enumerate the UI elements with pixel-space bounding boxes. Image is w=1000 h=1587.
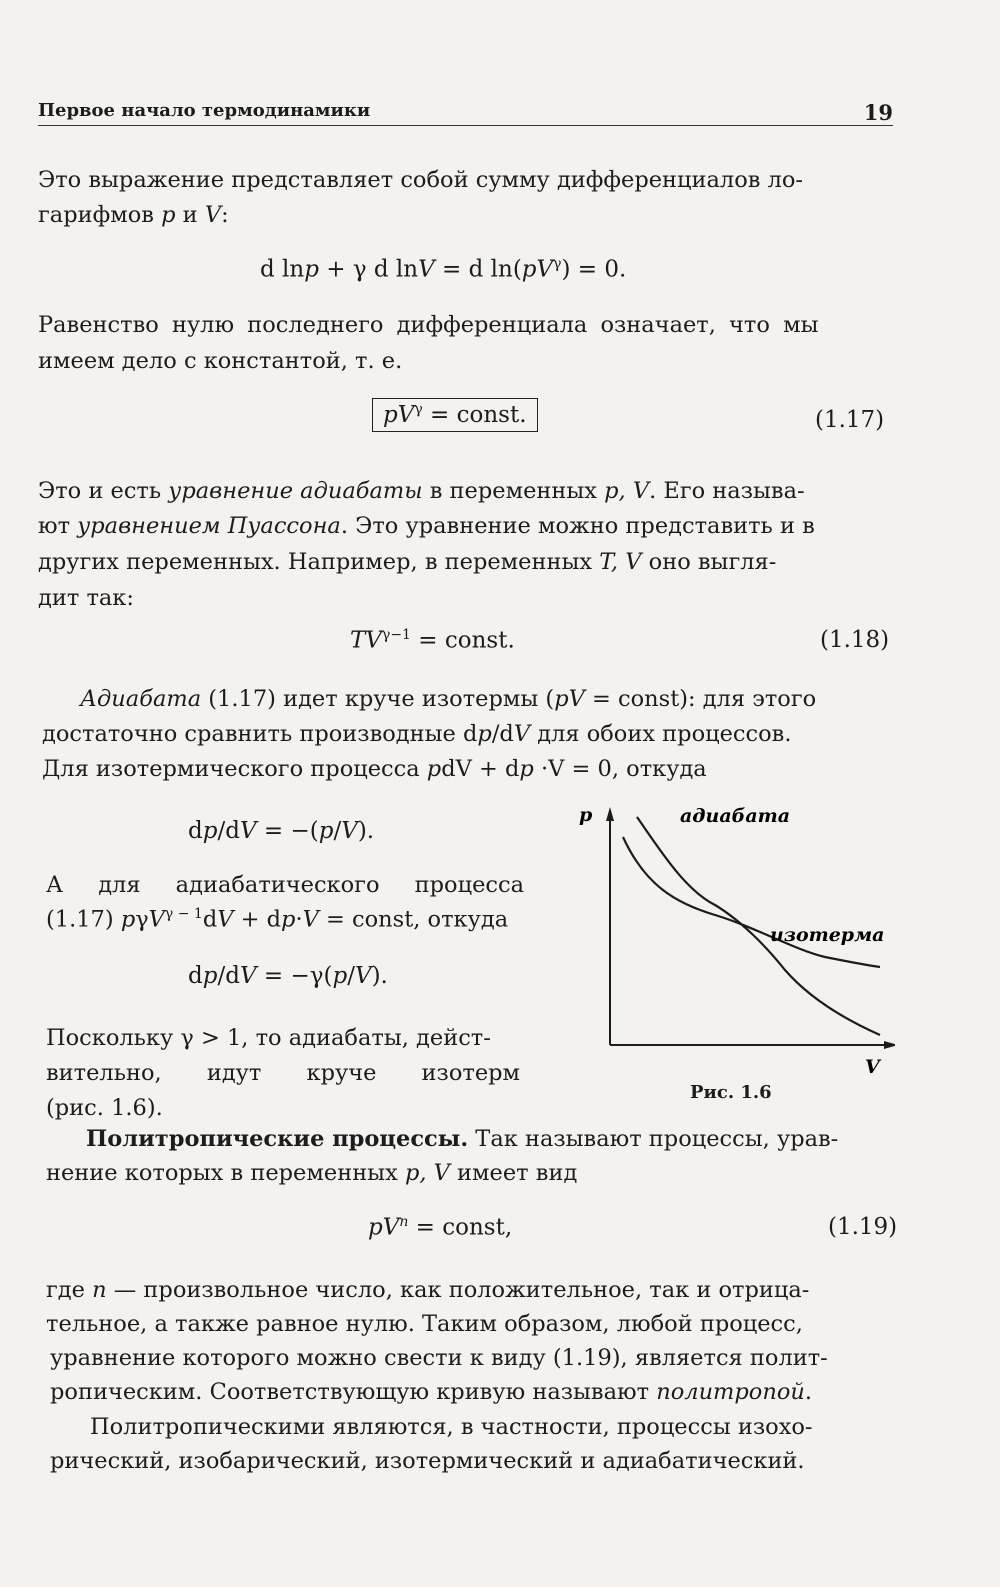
p2-line1: Равенство нулю последнего дифференциала означает, что мы <box>38 312 819 338</box>
equation-isotherm-derivative: dp/dV = −(p/V). <box>188 818 375 844</box>
p6-line3: (рис. 1.6). <box>46 1095 163 1121</box>
p4-line1: Адиабата (1.17) идет круче изотермы (pV = const): для этого <box>80 686 817 712</box>
axis-label-p: p <box>579 804 593 826</box>
p8-line1: где n — произвольное число, как положительное, так и отрица- <box>46 1277 810 1303</box>
p2-line2: имеем дело с константой, т. е. <box>38 348 403 374</box>
p9-line1: Политропическими являются, в частности, процессы изохо- <box>90 1414 813 1440</box>
p8-line4: ропическим. Соответствующую кривую называют политропой. <box>50 1379 813 1405</box>
p3-line3: других переменных. Например, в переменных T, V оно выгля- <box>38 549 777 575</box>
p8-line2: тельное, а также равное нулю. Таким образом, любой процесс, <box>46 1311 803 1337</box>
p7-line1: Политропические процессы. Так называют процессы, урав- <box>86 1126 839 1152</box>
figure-caption: Рис. 1.6 <box>690 1082 772 1103</box>
p3-line4: дит так: <box>38 585 134 611</box>
p4-line3: Для изотермического процесса pdV + dp ·V = 0, откуда <box>42 756 707 782</box>
equation-number-1-19: (1.19) <box>828 1214 898 1240</box>
header-title: Первое начало термодинамики <box>38 100 371 121</box>
p6-line1: Поскольку γ > 1, то адиабаты, дейст- <box>46 1025 491 1051</box>
equation-number-1-17: (1.17) <box>815 407 885 433</box>
p4-line2: достаточно сравнить производные dp/dV для обоих процессов. <box>42 721 792 747</box>
p8-line3: уравнение которого можно свести к виду (1.19), является полит- <box>50 1345 828 1371</box>
equation-number-1-18: (1.18) <box>820 627 890 653</box>
equation-1-17: $pV^\gamma$ = const. <box>372 401 538 428</box>
p6-line2: вительно, идут круче изотерм <box>46 1060 521 1086</box>
p1-line2: гарифмов p и V: <box>38 202 229 228</box>
isotherm-curve <box>623 837 880 967</box>
y-axis-arrow <box>606 807 614 821</box>
p5-line1: А для адиабатического процесса <box>46 872 525 898</box>
p3-line1: Это и есть уравнение адиабаты в переменных p, V. Его называ- <box>38 478 805 504</box>
page-number: 19 <box>863 100 893 125</box>
label-isotherm: изотерма <box>770 924 885 946</box>
equation-adiabat-derivative: dp/dV = −γ(p/V). <box>188 963 388 989</box>
equation-1-19: $pV^n$ = const, <box>368 1214 513 1241</box>
running-header <box>38 100 893 126</box>
equation-log-diff: d lnp + γ d lnV = d $\ln(pV^\gamma) = 0$. <box>260 256 627 283</box>
label-adiabat: адиабата <box>680 805 791 827</box>
p1-line1: Это выражение представляет собой сумму дифференциалов ло- <box>38 167 804 193</box>
x-axis-arrow <box>884 1041 895 1049</box>
figure-1-6-diagram <box>565 795 895 1080</box>
p3-line2: ют уравнением Пуассона. Это уравнение можно представить и в <box>38 513 815 539</box>
p5-line2: (1.17) pγV$^{\gamma - 1}$dV + dp·V = const, откуда <box>46 906 509 933</box>
axis-label-v: V <box>865 1056 880 1078</box>
p7-line2: нение которых в переменных p, V имеет вид <box>46 1160 578 1186</box>
equation-1-18: $TV^{\gamma-1}$ = const. <box>350 627 515 654</box>
p9-line2: рический, изобарический, изотермический и адиабатический. <box>50 1448 805 1474</box>
